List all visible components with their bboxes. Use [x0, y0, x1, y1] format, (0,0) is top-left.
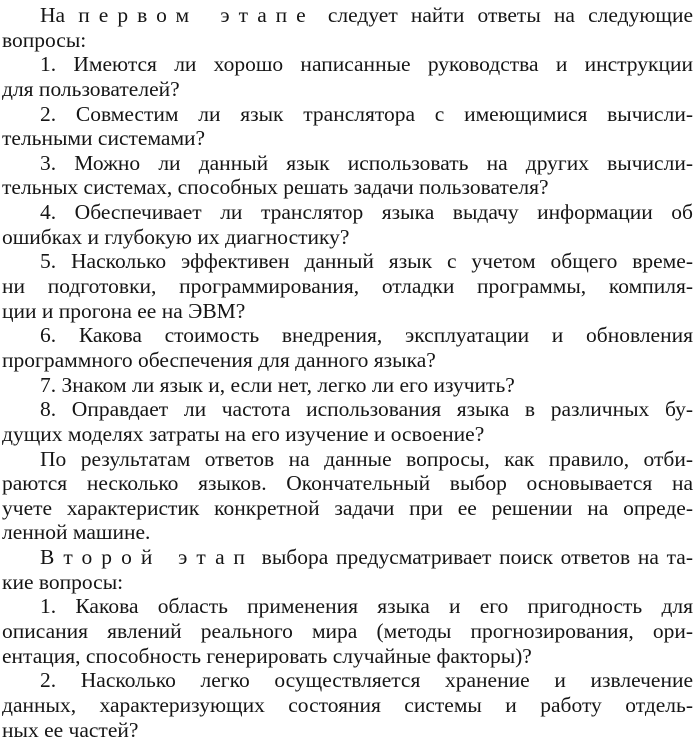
spaced-emphasis-text: первом этапе	[78, 3, 315, 27]
paragraph	[2, 102, 693, 151]
text-line: раются несколько языков. Окончательный выбор основывается на	[2, 471, 693, 496]
paragraph	[2, 323, 693, 372]
paragraph	[2, 397, 693, 446]
text-line: 2. Насколько легко осуществляется хранение и извлечение	[40, 668, 693, 693]
paragraph	[2, 373, 693, 398]
text-line: 5. Насколько эффективен данный язык с учетом общего време-	[40, 249, 693, 274]
paragraph	[2, 545, 693, 594]
text-line: 6. Какова стоимость внедрения, эксплуатации и обновления	[40, 323, 693, 348]
paragraph	[2, 594, 693, 668]
paragraph	[2, 249, 693, 323]
text-line: По результатам ответов на данные вопросы, как правило, отби-	[40, 446, 693, 471]
text-segment: На	[40, 3, 79, 27]
text-line: ных ее частей?	[2, 717, 139, 742]
text-line	[2, 3, 693, 28]
text-line: 1. Какова область применения языка и его пригодность для	[40, 594, 693, 619]
text-segment: выбора предусматривает поиск ответов на та-	[253, 545, 693, 570]
text-line: ции и прогона ее на ЭВМ?	[2, 298, 246, 323]
text-line: программного обеспечения для данного языка?	[2, 347, 436, 372]
text-segment: следует найти ответы на следующие	[314, 3, 693, 27]
text-line: данных, характеризующих состояния системы и работу отдель-	[2, 692, 693, 717]
text-line: ленной машине.	[2, 520, 151, 545]
paragraph	[2, 52, 693, 101]
text-line: учете характеристик конкретной задачи при ее решении на опреде-	[2, 495, 693, 520]
text-line: 1. Имеются ли хорошо написанные руководства и инструкции	[40, 52, 693, 77]
text-line: кие вопросы:	[2, 569, 124, 594]
text-line	[2, 545, 693, 570]
text-line: 3. Можно ли данный язык использовать на других вычисли-	[40, 150, 693, 175]
text-line: 4. Обеспечивает ли транслятор языка выдачу информации об	[40, 200, 693, 225]
text-line: 2. Совместим ли язык транслятора с имеющимися вычисли-	[40, 101, 693, 126]
text-line: описания явлений реального мира (методы прогнозирования, ори-	[2, 619, 693, 644]
text-line: ентация, способность генерировать случайные факторы)?	[2, 643, 532, 668]
text-line: ошибках и глубокую их диагностику?	[2, 224, 350, 249]
spaced-emphasis-text: Второй этап	[40, 545, 254, 570]
paragraph	[2, 668, 693, 742]
text-line: для пользователей?	[2, 76, 180, 101]
paragraph	[2, 447, 693, 546]
paragraph	[2, 151, 693, 200]
text-line: дущих моделях затраты на его изучение и освоение?	[2, 421, 485, 446]
text-line: вопросы:	[2, 27, 87, 52]
text-line: ни подготовки, программирования, отладки программы, компиля-	[2, 274, 693, 299]
text-line: тельных системах, способных решать задачи пользователя?	[2, 175, 549, 200]
text-line: 8. Оправдает ли частота использования языка в различных бу-	[40, 397, 693, 422]
text-line: 7. Знаком ли язык и, если нет, легко ли его изучить?	[40, 372, 515, 397]
text-line: тельными системами?	[2, 126, 206, 151]
paragraph	[2, 3, 693, 52]
paragraph	[2, 200, 693, 249]
